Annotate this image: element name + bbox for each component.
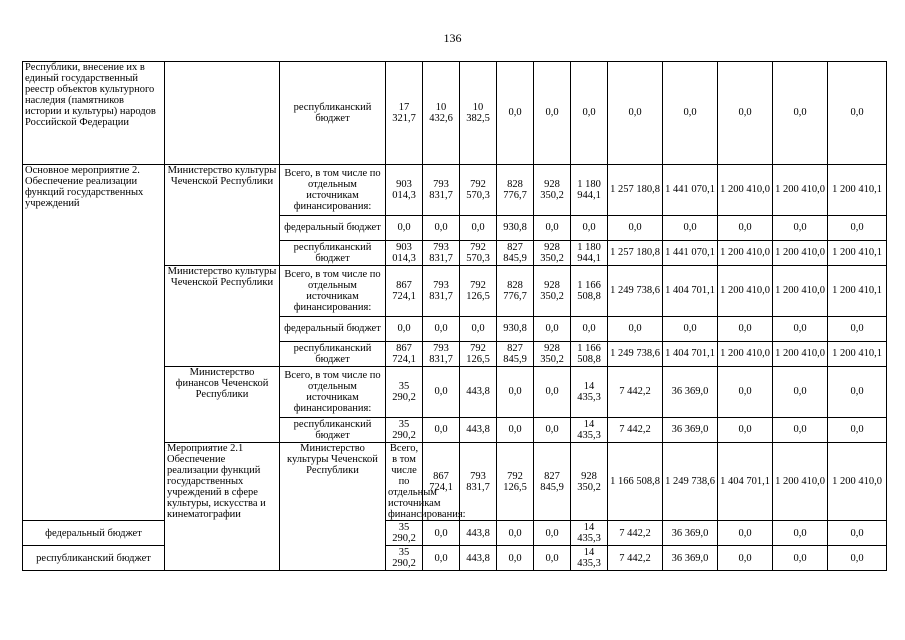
executor-cell: Министерство культуры Чеченской Республики — [165, 266, 280, 367]
table-row — [23, 62, 887, 165]
value-cell: 0,0 — [497, 546, 534, 571]
value-cell: 35 290,2 — [386, 546, 423, 571]
value-cell: 1 200 410,0 — [718, 241, 773, 266]
value-cell: 1 200 410,0 — [773, 443, 828, 521]
budget-table — [22, 61, 887, 571]
value-cell: 928 350,2 — [534, 165, 571, 216]
value-cell: 0,0 — [386, 216, 423, 241]
value-cell: 0,0 — [497, 521, 534, 546]
value-cell: 0,0 — [534, 418, 571, 443]
value-cell: 792 126,5 — [460, 342, 497, 367]
value-cell: 0,0 — [534, 367, 571, 418]
value-cell: 793 831,7 — [423, 342, 460, 367]
value-cell: 1 257 180,8 — [608, 241, 663, 266]
measure-name: Основное мероприятие 2. Обеспечение реализации функций государственных учреждений — [23, 165, 165, 521]
value-cell: 1 404 701,1 — [663, 342, 718, 367]
value-cell: 793 831,7 — [423, 165, 460, 216]
value-cell: 36 369,0 — [663, 521, 718, 546]
value-cell: 0,0 — [571, 317, 608, 342]
value-cell: 1 200 410,0 — [718, 165, 773, 216]
value-cell: 0,0 — [423, 521, 460, 546]
value-cell: 793 831,7 — [423, 241, 460, 266]
value-cell: 928 350,2 — [534, 241, 571, 266]
executor-cell: Министерство финансов Чеченской Республики — [165, 367, 280, 443]
value-cell: 0,0 — [828, 317, 887, 342]
value-cell: 1 200 410,1 — [828, 165, 887, 216]
value-cell: 867 724,1 — [386, 342, 423, 367]
value-cell: 0,0 — [718, 418, 773, 443]
value-cell: 1 249 738,6 — [608, 266, 663, 317]
value-cell: 0,0 — [534, 546, 571, 571]
value-cell: 867 724,1 — [386, 266, 423, 317]
value-cell: 1 200 410,0 — [828, 443, 887, 521]
value-cell: 1 200 410,1 — [828, 342, 887, 367]
value-cell: 1 249 738,6 — [663, 443, 718, 521]
value-cell: 35 290,2 — [386, 367, 423, 418]
value-cell: 0,0 — [534, 317, 571, 342]
value-cell: 10 382,5 — [460, 62, 497, 165]
funding-source: республиканский бюджет — [280, 241, 386, 266]
value-cell: 1 200 410,0 — [773, 165, 828, 216]
value-cell: 0,0 — [571, 216, 608, 241]
funding-source: Всего, в том числе по отдельным источникам финансирования: — [386, 443, 423, 521]
value-cell: 0,0 — [423, 216, 460, 241]
funding-source: Всего, в том числе по отдельным источникам финансирования: — [280, 266, 386, 317]
value-cell: 903 014,3 — [386, 241, 423, 266]
value-cell: 827 845,9 — [497, 241, 534, 266]
value-cell: 14 435,3 — [571, 546, 608, 571]
funding-source: республиканский бюджет — [280, 62, 386, 165]
funding-source: республиканский бюджет — [23, 546, 165, 571]
value-cell: 36 369,0 — [663, 546, 718, 571]
value-cell: 827 845,9 — [534, 443, 571, 521]
funding-source: Всего, в том числе по отдельным источникам финансирования: — [280, 367, 386, 418]
value-cell: 14 435,3 — [571, 521, 608, 546]
value-cell: 7 442,2 — [608, 367, 663, 418]
value-cell: 0,0 — [663, 317, 718, 342]
value-cell: 443,8 — [460, 521, 497, 546]
value-cell: 0,0 — [718, 317, 773, 342]
value-cell: 0,0 — [460, 317, 497, 342]
value-cell: 0,0 — [828, 546, 887, 571]
value-cell: 0,0 — [718, 216, 773, 241]
value-cell: 0,0 — [773, 216, 828, 241]
value-cell: 0,0 — [423, 418, 460, 443]
value-cell: 0,0 — [608, 216, 663, 241]
value-cell: 0,0 — [423, 367, 460, 418]
value-cell: 0,0 — [828, 521, 887, 546]
funding-source: республиканский бюджет — [280, 418, 386, 443]
value-cell: 827 845,9 — [497, 342, 534, 367]
value-cell: 0,0 — [718, 521, 773, 546]
value-cell: 793 831,7 — [423, 266, 460, 317]
value-cell: 792 126,5 — [460, 266, 497, 317]
value-cell: 1 249 738,6 — [608, 342, 663, 367]
value-cell: 0,0 — [828, 62, 887, 165]
value-cell: 0,0 — [718, 62, 773, 165]
value-cell: 1 200 410,0 — [718, 266, 773, 317]
value-cell: 36 369,0 — [663, 418, 718, 443]
value-cell: 1 200 410,0 — [773, 266, 828, 317]
value-cell: 0,0 — [828, 418, 887, 443]
value-cell: 36 369,0 — [663, 367, 718, 418]
value-cell: 1 180 944,1 — [571, 241, 608, 266]
executor-cell: Министерство культуры Чеченской Республики — [165, 165, 280, 266]
value-cell: 1 404 701,1 — [663, 266, 718, 317]
value-cell: 0,0 — [718, 367, 773, 418]
value-cell: 828 776,7 — [497, 266, 534, 317]
value-cell: 0,0 — [773, 62, 828, 165]
value-cell: 792 570,3 — [460, 165, 497, 216]
value-cell: 14 435,3 — [571, 367, 608, 418]
value-cell: 1 257 180,8 — [608, 165, 663, 216]
measure-name: Мероприятие 2.1 Обеспечение реализации функций государственных учреждений в сфере культуры, искусства и кинематографии — [165, 443, 280, 571]
value-cell: 928 350,2 — [534, 266, 571, 317]
value-cell: 17 321,7 — [386, 62, 423, 165]
value-cell: 0,0 — [773, 418, 828, 443]
value-cell: 0,0 — [386, 317, 423, 342]
value-cell: 443,8 — [460, 418, 497, 443]
value-cell: 903 014,3 — [386, 165, 423, 216]
page-number: 136 — [443, 31, 462, 45]
value-cell: 1 404 701,1 — [718, 443, 773, 521]
value-cell: 0,0 — [608, 317, 663, 342]
table-row — [23, 165, 887, 216]
value-cell: 10 432,6 — [423, 62, 460, 165]
value-cell: 7 442,2 — [608, 418, 663, 443]
value-cell: 14 435,3 — [571, 418, 608, 443]
value-cell: 1 166 508,8 — [608, 443, 663, 521]
value-cell: 0,0 — [773, 521, 828, 546]
value-cell: 1 200 410,1 — [828, 241, 887, 266]
value-cell: 0,0 — [497, 367, 534, 418]
value-cell: 0,0 — [423, 546, 460, 571]
value-cell: 35 290,2 — [386, 418, 423, 443]
value-cell: 0,0 — [663, 62, 718, 165]
value-cell: 792 126,5 — [497, 443, 534, 521]
value-cell: 928 350,2 — [534, 342, 571, 367]
funding-source: республиканский бюджет — [280, 342, 386, 367]
funding-source: Всего, в том числе по отдельным источникам финансирования: — [280, 165, 386, 216]
funding-source: федеральный бюджет — [280, 216, 386, 241]
value-cell: 0,0 — [571, 62, 608, 165]
value-cell: 0,0 — [718, 546, 773, 571]
value-cell: 0,0 — [663, 216, 718, 241]
value-cell: 7 442,2 — [608, 546, 663, 571]
executor-cell — [165, 62, 280, 165]
value-cell: 1 200 410,1 — [828, 266, 887, 317]
value-cell: 0,0 — [608, 62, 663, 165]
value-cell: 930,8 — [497, 216, 534, 241]
table-row — [23, 521, 887, 546]
value-cell: 793 831,7 — [460, 443, 497, 521]
value-cell: 930,8 — [497, 317, 534, 342]
value-cell: 443,8 — [460, 367, 497, 418]
executor-cell: Министерство культуры Чеченской Республики — [280, 443, 386, 571]
value-cell: 0,0 — [534, 521, 571, 546]
funding-source: федеральный бюджет — [280, 317, 386, 342]
value-cell: 0,0 — [497, 418, 534, 443]
value-cell: 0,0 — [534, 216, 571, 241]
value-cell: 1 166 508,8 — [571, 266, 608, 317]
value-cell: 0,0 — [497, 62, 534, 165]
value-cell: 1 200 410,0 — [773, 342, 828, 367]
value-cell: 0,0 — [460, 216, 497, 241]
value-cell: 867 724,1 — [423, 443, 460, 521]
value-cell: 1 180 944,1 — [571, 165, 608, 216]
value-cell: 828 776,7 — [497, 165, 534, 216]
value-cell: 0,0 — [828, 216, 887, 241]
value-cell: 928 350,2 — [571, 443, 608, 521]
value-cell: 1 200 410,0 — [773, 241, 828, 266]
value-cell: 0,0 — [773, 317, 828, 342]
value-cell: 0,0 — [773, 546, 828, 571]
value-cell: 0,0 — [773, 367, 828, 418]
value-cell: 0,0 — [423, 317, 460, 342]
funding-source: федеральный бюджет — [23, 521, 165, 546]
value-cell: 792 570,3 — [460, 241, 497, 266]
value-cell: 1 166 508,8 — [571, 342, 608, 367]
value-cell: 1 200 410,0 — [718, 342, 773, 367]
value-cell: 1 441 070,1 — [663, 165, 718, 216]
value-cell: 7 442,2 — [608, 521, 663, 546]
value-cell: 0,0 — [828, 367, 887, 418]
value-cell: 0,0 — [534, 62, 571, 165]
value-cell: 1 441 070,1 — [663, 241, 718, 266]
value-cell: 443,8 — [460, 546, 497, 571]
value-cell: 35 290,2 — [386, 521, 423, 546]
measure-name: Республики, внесение их в единый государственный реестр объектов культурного наследия (памятников истории и культуры) народов Российской Федерации — [23, 62, 165, 165]
table-row — [23, 546, 887, 571]
